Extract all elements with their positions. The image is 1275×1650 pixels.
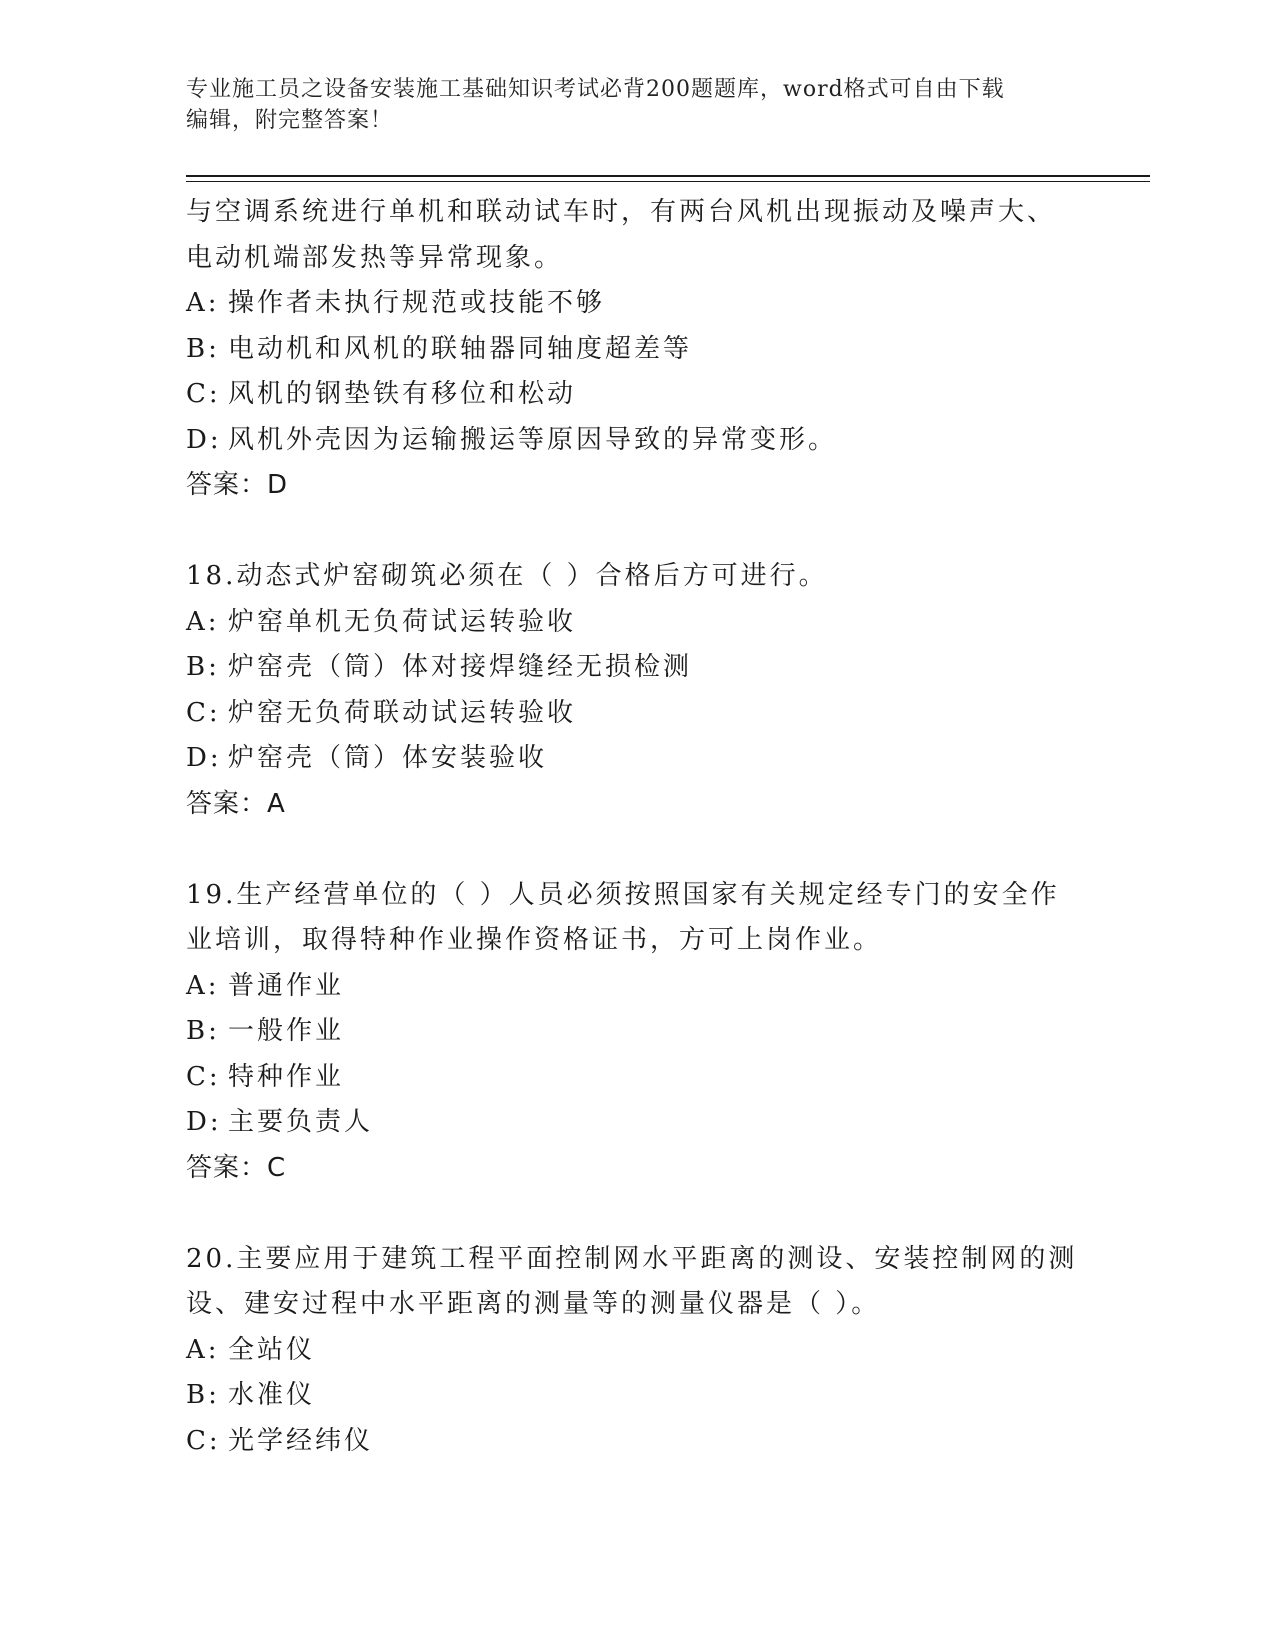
header-divider-thin: [186, 181, 1150, 182]
option-text: 炉窑壳（筒）体安装验收: [228, 743, 548, 773]
option-letter: C:: [186, 1425, 221, 1456]
answer-line: 答案：D: [186, 470, 289, 500]
option-text: 操作者未执行规范或技能不够: [228, 288, 606, 318]
question-stem-line: 19.生产经营单位的（ ）人员必须按照国家有关规定经专门的安全作: [186, 879, 1060, 910]
question-stem-line: 业培训，取得特种作业操作资格证书，方可上岗作业。: [186, 925, 883, 955]
question-19: [186, 873, 1086, 1192]
option-text: 电动机和风机的联轴器同轴度超差等: [228, 333, 693, 364]
document-header: [186, 74, 1066, 136]
option-letter: A:: [186, 970, 220, 1001]
option-c: [186, 372, 1086, 418]
option-b: [186, 1009, 1086, 1055]
option-letter: A:: [186, 1334, 220, 1365]
option-letter: D:: [186, 424, 222, 455]
option-text: 炉窑单机无负荷试运转验收: [228, 606, 577, 637]
option-text: 炉窑壳（筒）体对接焊缝经无损检测: [228, 652, 693, 682]
option-d: [186, 1100, 1086, 1146]
option-a: [186, 281, 1086, 327]
question-stem-line: 电动机端部发热等异常现象。: [186, 242, 564, 273]
option-letter: B:: [186, 333, 220, 364]
header-title-line-1: 专业施工员之设备安装施工基础知识考试必背200题题库，word格式可自由下载: [186, 77, 1005, 102]
option-c: [186, 1419, 1086, 1465]
option-b: [186, 645, 1086, 691]
option-text: 普通作业: [228, 970, 345, 1001]
option-a: [186, 1328, 1086, 1374]
option-d: [186, 736, 1086, 782]
question-20: [186, 1237, 1086, 1465]
header-divider-thick: [186, 175, 1150, 177]
option-letter: C:: [186, 697, 221, 728]
answer-line: 答案：C: [186, 1152, 287, 1183]
option-text: 主要负责人: [228, 1107, 374, 1137]
option-c: [186, 691, 1086, 737]
option-b: [186, 1373, 1086, 1419]
option-a: [186, 600, 1086, 646]
option-letter: C:: [186, 379, 221, 409]
option-letter: B:: [186, 1016, 220, 1046]
option-a: [186, 964, 1086, 1010]
option-letter: A:: [186, 606, 220, 637]
option-text: 一般作业: [228, 1016, 345, 1046]
option-letter: D:: [186, 1107, 222, 1137]
option-letter: A:: [186, 288, 220, 318]
answer-line: 答案：A: [186, 788, 286, 819]
question-stem-line: 设、建安过程中水平距离的测量等的测量仪器是（ ）。: [186, 1289, 881, 1319]
option-text: 风机的钢垫铁有移位和松动: [228, 379, 577, 409]
option-text: 光学经纬仪: [228, 1425, 374, 1456]
question-stem-line: 18.动态式炉窑砌筑必须在（ ）合格后方可进行。: [186, 561, 828, 591]
option-b: [186, 327, 1086, 373]
option-text: 风机外壳因为运输搬运等原因导致的异常变形。: [228, 424, 838, 455]
option-text: 炉窑无负荷联动试运转验收: [228, 697, 577, 728]
option-letter: D:: [186, 743, 222, 773]
option-letter: B:: [186, 652, 220, 682]
question-spacer: [186, 1191, 1086, 1237]
question-17: [186, 190, 1086, 509]
question-stem-line: 20.主要应用于建筑工程平面控制网水平距离的测设、安装控制网的测: [186, 1243, 1078, 1274]
option-text: 特种作业: [228, 1061, 345, 1092]
option-text: 全站仪: [228, 1334, 316, 1365]
question-spacer: [186, 509, 1086, 555]
question-spacer: [186, 827, 1086, 873]
option-text: 水准仪: [228, 1380, 316, 1410]
header-title-line-2: 编辑，附完整答案！: [186, 108, 394, 133]
option-letter: C:: [186, 1061, 221, 1092]
question-stem-line: 与空调系统进行单机和联动试车时，有两台风机出现振动及噪声大、: [186, 197, 1057, 227]
question-list: [186, 190, 1086, 1464]
option-d: [186, 418, 1086, 464]
option-c: [186, 1055, 1086, 1101]
question-18: [186, 554, 1086, 827]
option-letter: B:: [186, 1380, 220, 1410]
